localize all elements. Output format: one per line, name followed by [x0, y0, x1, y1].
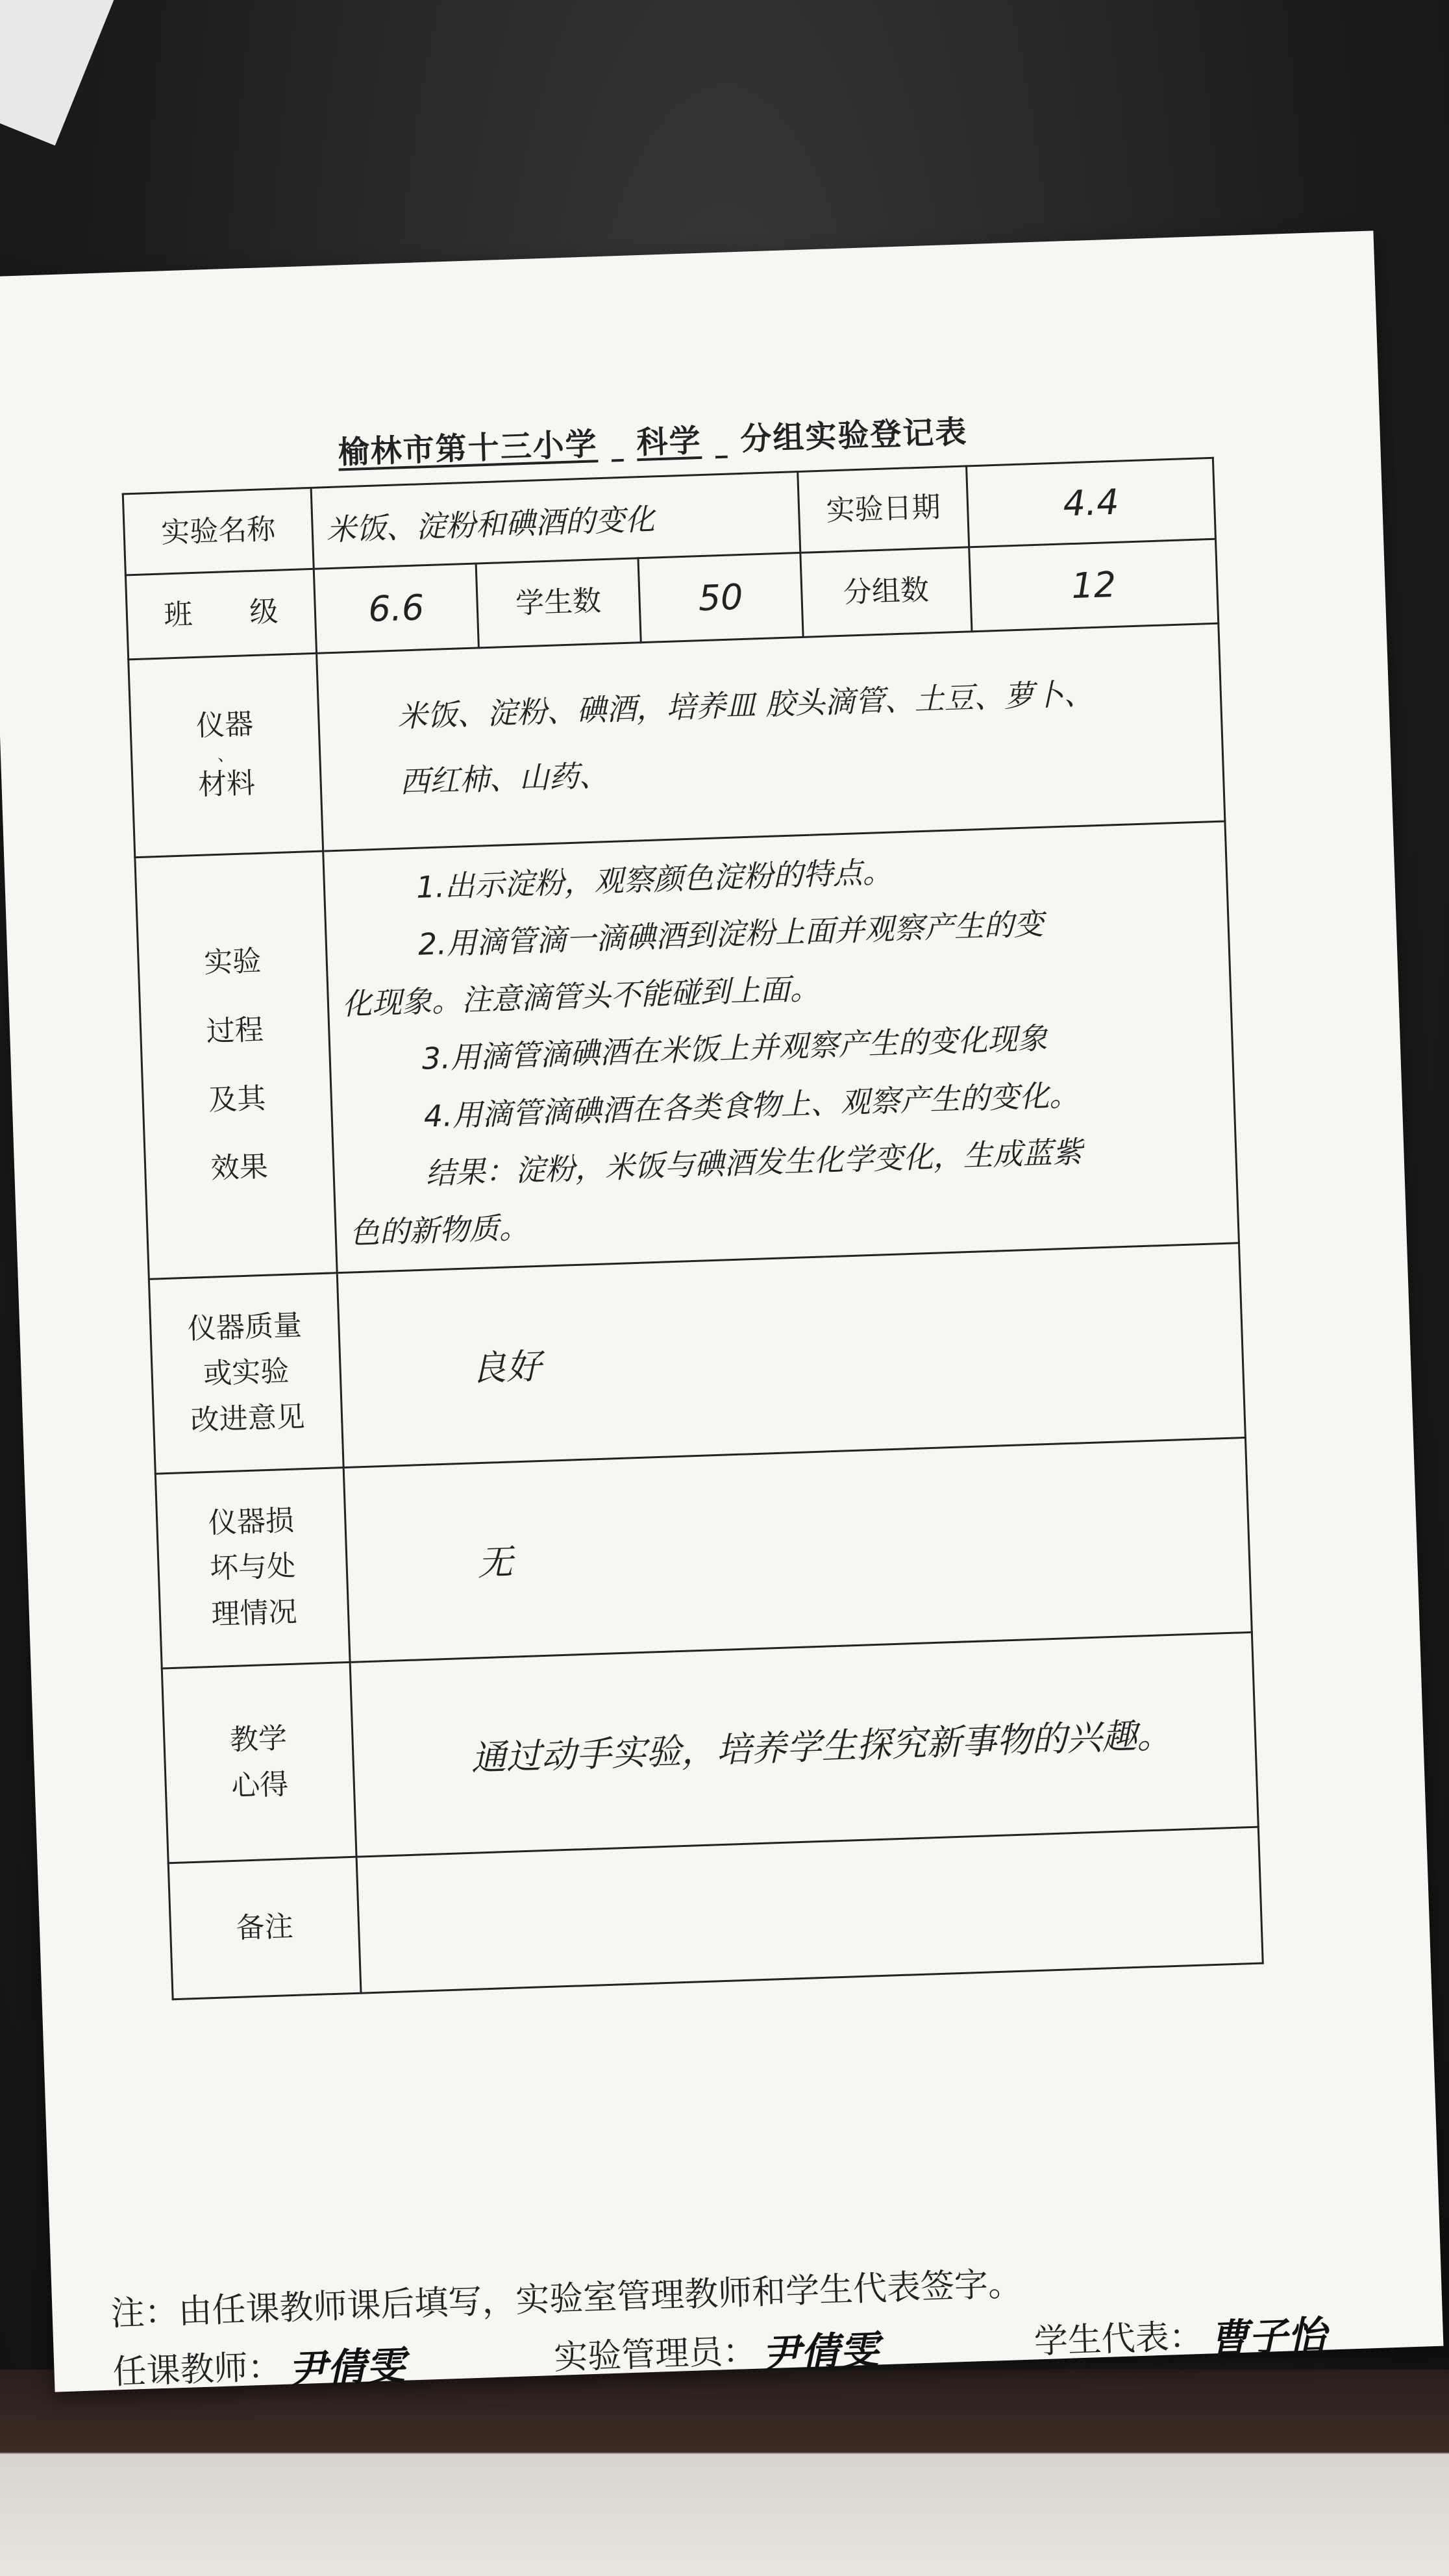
experiment-record-table	[122, 457, 1264, 2001]
value-materials	[317, 623, 1225, 851]
title-suffix: 分组实验登记表	[739, 414, 969, 458]
background-paper-corner	[0, 0, 118, 145]
value-group-count: 12	[969, 539, 1219, 632]
process-line: 2.用滴管滴一滴碘酒到淀粉上面并观察产生的变	[417, 906, 1045, 962]
student-label: 学生代表：	[1033, 2316, 1204, 2362]
label-materials	[129, 653, 323, 857]
label-materials-line1: 仪器	[195, 708, 254, 743]
label-process-line3: 及其	[208, 1082, 267, 1117]
label-quality-line3: 改进意见	[190, 1400, 306, 1437]
process-line: 1.出示淀粉，观察颜色淀粉的特点。	[415, 854, 893, 905]
teacher-label: 任课教师：	[112, 2347, 282, 2392]
value-damage: 无	[343, 1437, 1252, 1662]
label-quality	[149, 1273, 343, 1474]
value-student-count: 50	[638, 552, 803, 642]
label-teaching-line2: 心得	[230, 1767, 290, 1803]
label-experiment-date: 实验日期	[798, 466, 969, 553]
admin-label: 实验管理员：	[553, 2331, 758, 2378]
teacher-signature: 尹倩雯	[287, 2343, 406, 2393]
admin-signature: 尹倩雯	[761, 2327, 880, 2377]
label-teaching-line1: 教学	[229, 1722, 288, 1757]
value-experiment-name: 米饭、淀粉和碘酒的变化	[311, 472, 800, 569]
student-signature: 曹子怡	[1208, 2312, 1327, 2362]
value-quality: 良好	[337, 1243, 1245, 1468]
value-teaching: 通过动手实验，培养学生探究新事物的兴趣。	[350, 1632, 1258, 1857]
row-quality	[149, 1243, 1245, 1474]
row-damage	[155, 1437, 1252, 1668]
label-experiment-name: 实验名称	[123, 488, 314, 575]
value-experiment-date: 4.4	[967, 458, 1216, 547]
label-process-line2: 过程	[205, 1013, 264, 1048]
registration-form-sheet	[0, 230, 1443, 2392]
label-damage-line2: 坏与处	[209, 1549, 297, 1586]
process-line: 结果：淀粉，米饭与碘酒发生化学变化，生成蓝紫	[425, 1133, 1084, 1191]
label-damage-line3: 理情况	[210, 1595, 298, 1631]
label-materials-separator: 、	[217, 745, 235, 765]
label-quality-line1: 仪器质量	[187, 1308, 303, 1346]
title-school: 榆林市第十三小学	[337, 426, 599, 471]
value-class: 6.6	[314, 564, 478, 653]
process-line: 4.用滴管滴碘酒在各类食物上、观察产生的变化。	[423, 1076, 1080, 1134]
row-teaching	[162, 1632, 1258, 1863]
label-process-line1: 实验	[203, 945, 262, 980]
label-teaching	[162, 1662, 356, 1863]
label-process	[135, 851, 337, 1279]
label-group-count: 分组数	[800, 547, 972, 638]
value-remarks	[356, 1827, 1263, 1993]
title-subject: 科学	[636, 422, 702, 462]
label-class: 班 级	[125, 569, 316, 660]
label-student-count: 学生数	[476, 558, 641, 648]
materials-line-1: 米饭、淀粉、碘酒，培养皿 胶头滴管、土豆、萝卜、	[397, 675, 1095, 734]
label-process-line4: 效果	[210, 1150, 269, 1185]
row-materials	[129, 623, 1225, 858]
label-quality-line2: 或实验	[203, 1355, 290, 1391]
label-damage	[155, 1468, 350, 1668]
label-materials-line2: 材料	[197, 767, 256, 802]
footer-note: 注：由任课教师课后填写，实验室管理教师和学生代表签字。	[110, 2264, 1022, 2334]
process-line: 3.用滴管滴碘酒在米饭上并观察产生的变化现象	[421, 1021, 1048, 1077]
label-damage-line1: 仪器损	[208, 1504, 295, 1540]
process-line: 化现象。注意滴管头不能碰到上面。	[341, 971, 821, 1022]
value-process	[323, 821, 1239, 1273]
process-line: 色的新物质。	[349, 1209, 530, 1251]
label-remarks: 备注	[168, 1857, 361, 1999]
row-process	[135, 821, 1239, 1279]
materials-line-2: 西红柿、山药、	[399, 757, 610, 800]
